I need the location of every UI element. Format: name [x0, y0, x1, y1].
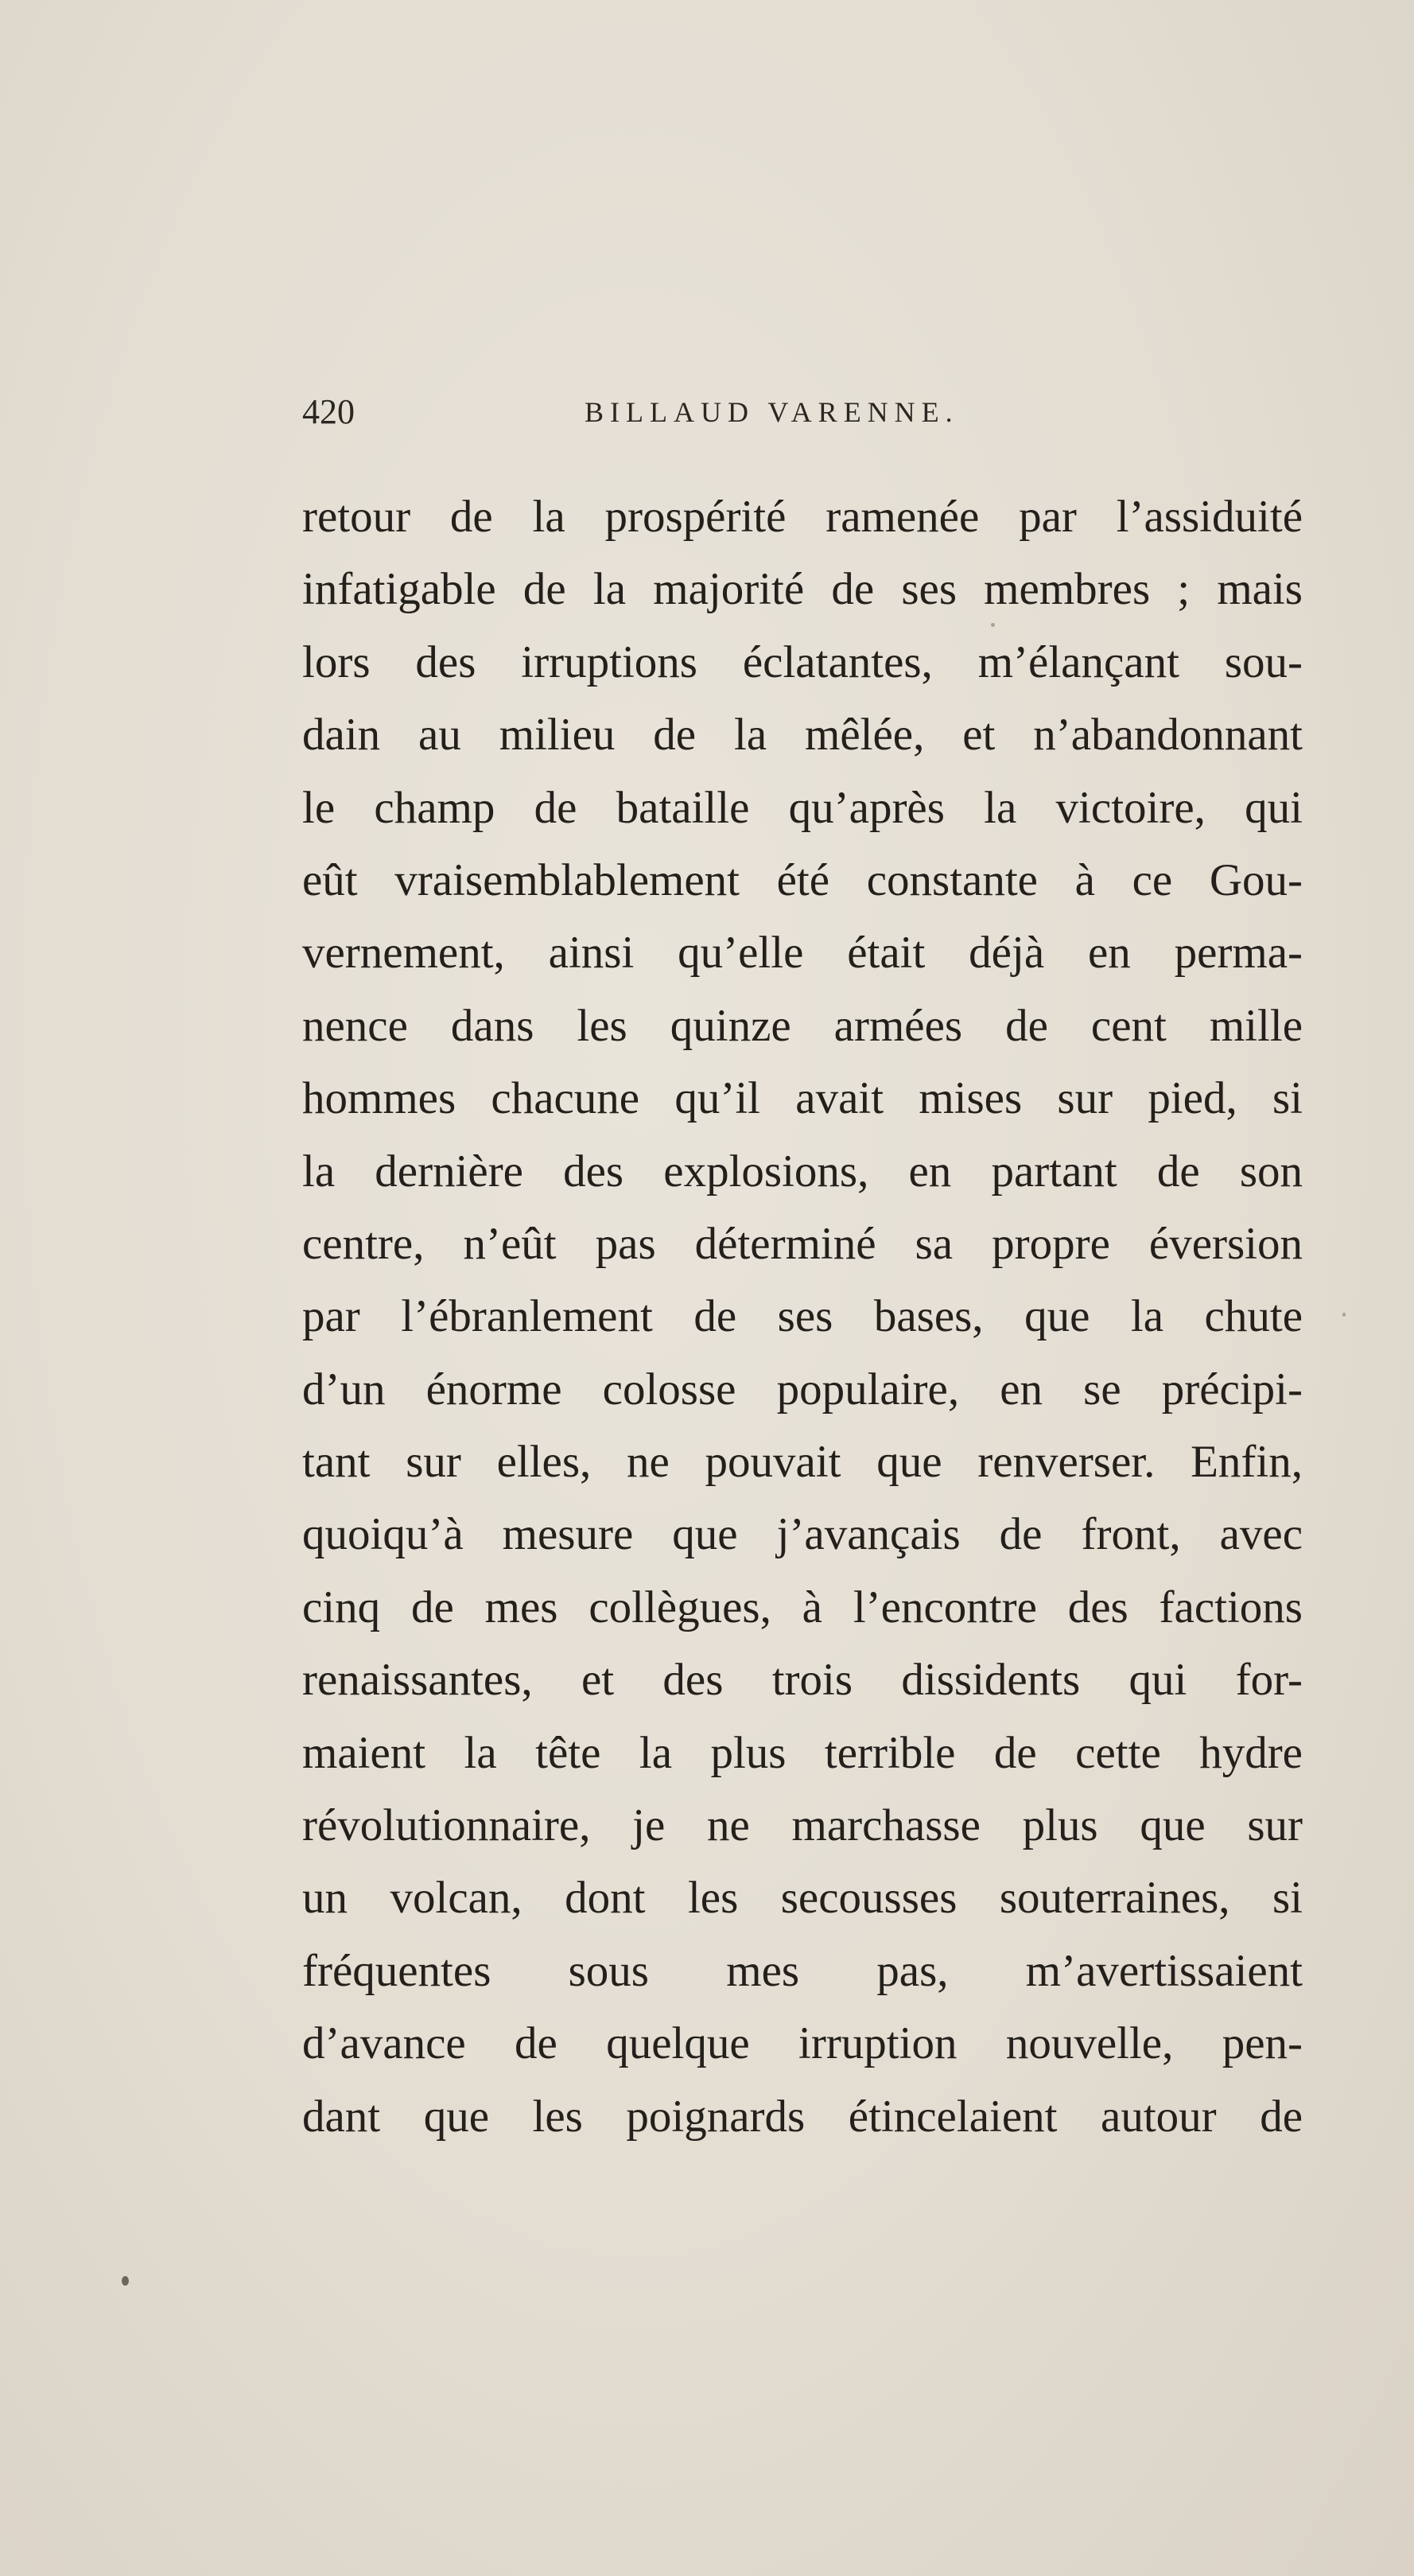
- text-line: maient la tête la plus terrible de cette hydre: [302, 1727, 1303, 1778]
- text-line: d’un énorme colosse populaire, en se précipi-: [302, 1364, 1303, 1414]
- paper-speck: [1342, 1313, 1346, 1317]
- page-number: 420: [302, 392, 355, 431]
- body-text: [302, 481, 1303, 2153]
- text-line: par l’ébranlement de ses bases, que la chute: [302, 1291, 1303, 1342]
- text-line: révolutionnaire, je ne marchasse plus que sur: [302, 1800, 1303, 1851]
- text-line: infatigable de la majorité de ses membres ; mais: [302, 564, 1303, 615]
- paper-speck: [122, 2276, 129, 2286]
- text-line: retour de la prospérité ramenée par l’assiduité: [302, 492, 1303, 542]
- text-line: quoiqu’à mesure que j’avançais de front, avec: [302, 1509, 1303, 1560]
- text-line: renaissantes, et des trois dissidents qui for-: [302, 1655, 1303, 1706]
- text-line: dant que les poignards étincelaient autour de: [302, 2091, 1303, 2142]
- text-line: le champ de bataille qu’après la victoire, qui: [302, 782, 1303, 833]
- text-line: vernement, ainsi qu’elle était déjà en perma-: [302, 928, 1303, 979]
- text-line: nence dans les quinze armées de cent mille: [302, 1000, 1303, 1051]
- paper-speck: [991, 623, 995, 627]
- running-head: [302, 380, 1121, 444]
- text-line: eût vraisemblablement été constante à ce Gou-: [302, 854, 1303, 905]
- text-line: centre, n’eût pas déterminé sa propre éversion: [302, 1218, 1303, 1269]
- running-title: BILLAUD VARENNE.: [585, 396, 959, 428]
- text-line: d’avance de quelque irruption nouvelle, pen-: [302, 2018, 1303, 2069]
- text-line: un volcan, dont les secousses souterraines, si: [302, 1873, 1303, 1924]
- text-line: hommes chacune qu’il avait mises sur pied, si: [302, 1073, 1303, 1124]
- text-line: la dernière des explosions, en partant de son: [302, 1146, 1303, 1197]
- text-line: dain au milieu de la mêlée, et n’abandonnant: [302, 710, 1303, 761]
- text-line: fréquentes sous mes pas, m’avertissaient: [302, 1945, 1303, 1996]
- text-line: cinq de mes collègues, à l’encontre des factions: [302, 1582, 1303, 1632]
- text-line: lors des irruptions éclatantes, m’élançant sou-: [302, 636, 1303, 687]
- text-line: tant sur elles, ne pouvait que renverser. Enfin,: [302, 1437, 1303, 1488]
